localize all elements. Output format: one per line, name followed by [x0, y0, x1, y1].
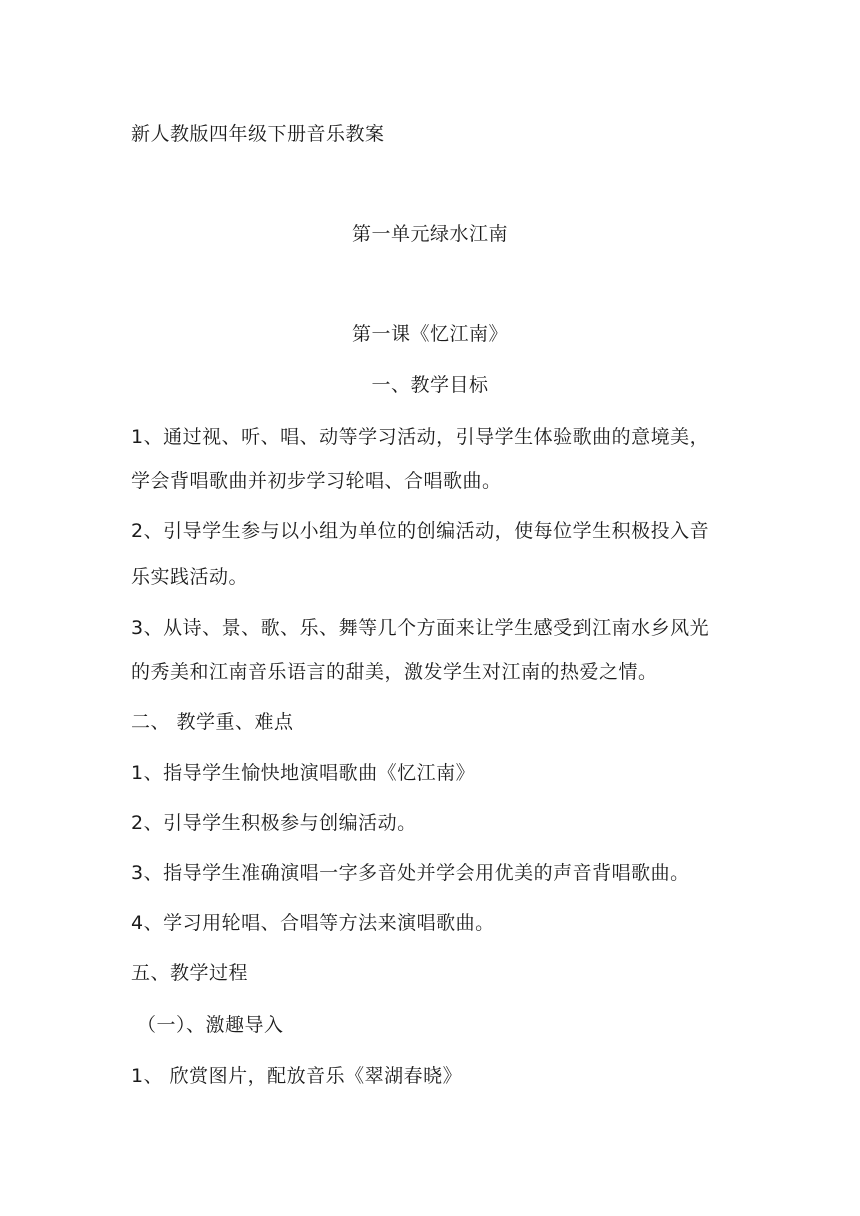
key-points-heading: 二、 教学重、难点 [131, 711, 294, 733]
objective-1-line1: 1、通过视、听、唱、动等学习活动，引导学生体验歌曲的意境美， [131, 426, 710, 448]
key-point-2: 2、引导学生积极参与创编活动。 [131, 812, 417, 834]
document-header: 新人教版四年级下册音乐教案 [131, 123, 385, 145]
process-item-1: 1、 欣赏图片，配放音乐《翠湖春晓》 [131, 1065, 463, 1087]
lesson-title: 第一课《忆江南》 [351, 323, 508, 345]
objective-3-line1: 3、从诗、景、歌、乐、舞等几个方面来让学生感受到江南水乡风光 [131, 617, 710, 639]
objective-2-line2: 乐实践活动。 [131, 566, 249, 588]
objective-2-line1: 2、引导学生参与以小组为单位的创编活动，使每位学生积极投入音 [131, 520, 710, 542]
process-subheading: （一）、激趣导入 [137, 1014, 284, 1036]
objective-1-line2: 学会背唱歌曲并初步学习轮唱、合唱歌曲。 [131, 470, 502, 492]
key-point-4: 4、学习用轮唱、合唱等方法来演唱歌曲。 [131, 912, 495, 934]
objective-3-line2: 的秀美和江南音乐语言的甜美，激发学生对江南的热爱之情。 [131, 661, 658, 683]
objectives-heading: 一、教学目标 [371, 374, 489, 396]
key-point-1: 1、指导学生愉快地演唱歌曲《忆江南》 [131, 762, 476, 784]
key-point-3: 3、指导学生准确演唱一字多音处并学会用优美的声音背唱歌曲。 [131, 862, 690, 884]
unit-title: 第一单元绿水江南 [351, 223, 508, 245]
process-heading: 五、教学过程 [131, 962, 249, 984]
